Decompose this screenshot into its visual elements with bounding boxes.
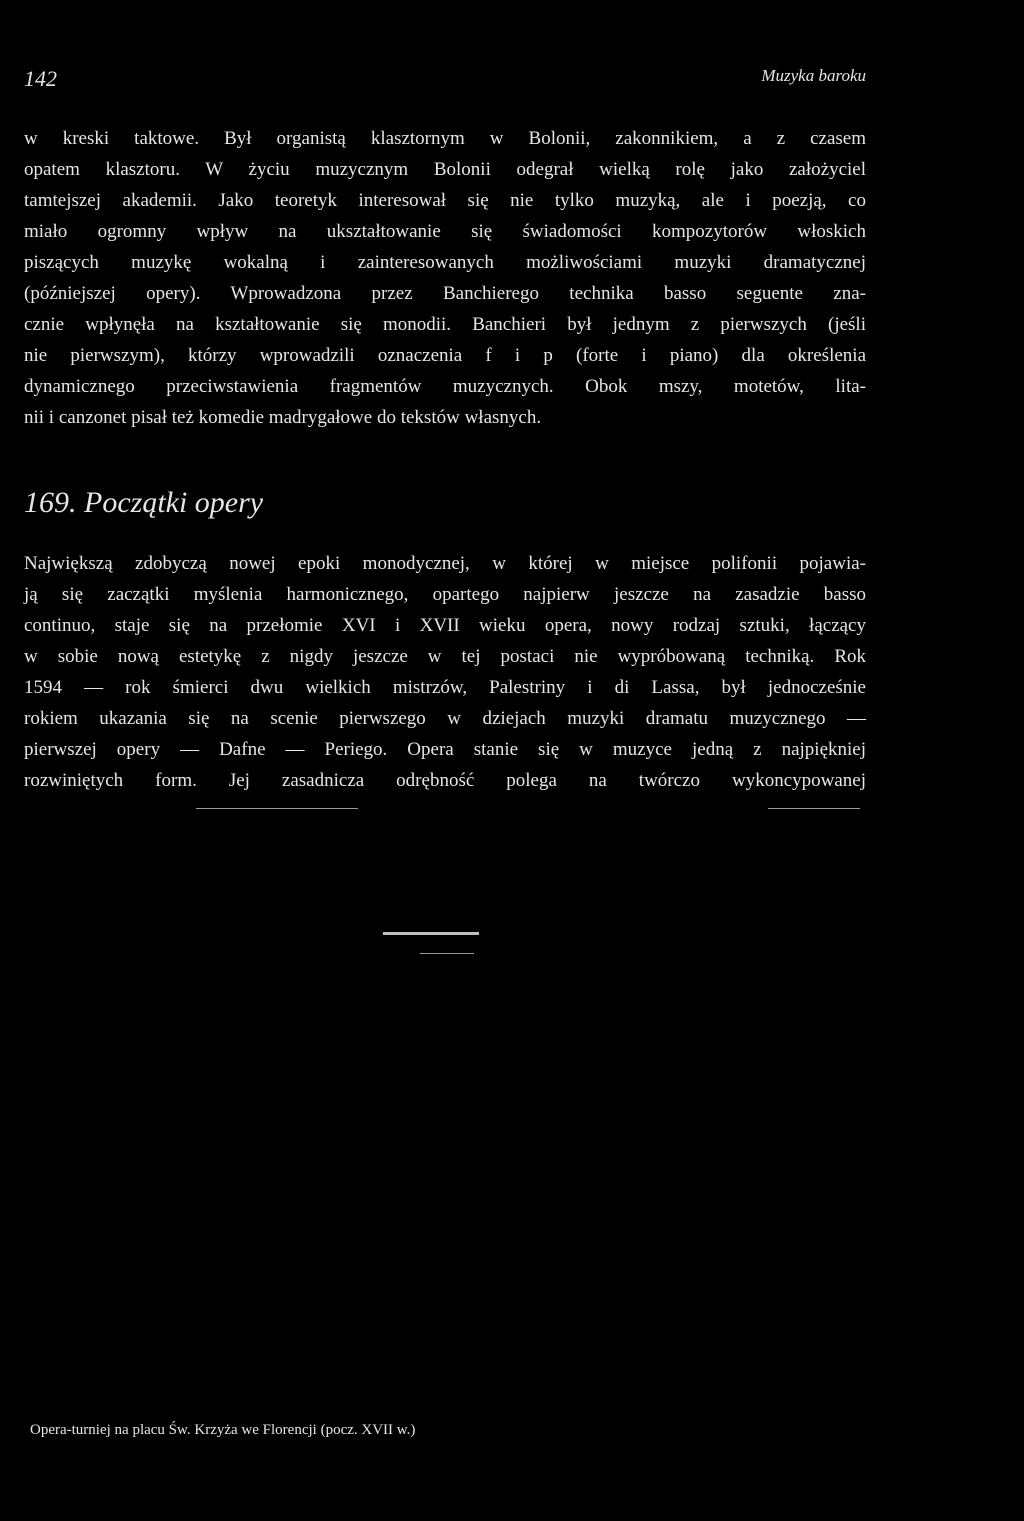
- text-line: opatem klasztoru. W życiu muzycznym Bolonii odegrał wielką rolę jako założyciel: [24, 159, 866, 180]
- text-line: nie pierwszym), którzy wprowadzili oznaczenia f i p (forte i piano) dla określenia: [24, 345, 866, 366]
- section-heading: 169. Początki opery: [24, 486, 264, 519]
- text-line: rokiem ukazania się na scenie pierwszego w dziejach muzyki dramatu muzycznego —: [24, 708, 866, 729]
- text-line: w kreski taktowe. Był organistą klasztornym w Bolonii, zakonnikiem, a z czasem: [24, 128, 866, 149]
- illustration-fragment-line: [420, 953, 474, 954]
- text-line: piszących muzykę wokalną i zainteresowanych możliwościami muzyki dramatycznej: [24, 252, 866, 273]
- text-line: nii i canzonet pisał też komedie madrygałowe do tekstów własnych.: [24, 407, 542, 428]
- intro-paragraph: [24, 123, 866, 433]
- text-line: dynamicznego przeciwstawienia fragmentów muzycznych. Obok mszy, motetów, lita-: [24, 376, 866, 397]
- illustration-top-rule-left: [196, 808, 358, 809]
- text-line: pierwszej opery — Dafne — Periego. Opera stanie się w muzyce jedną z najpiękniej: [24, 739, 866, 760]
- text-line: miało ogromny wpływ na ukształtowanie się świadomości kompozytorów włoskich: [24, 221, 866, 242]
- section-paragraph: [24, 548, 866, 796]
- text-line: ją się zaczątki myślenia harmonicznego, opartego najpierw jeszcze na zasadzie basso: [24, 584, 866, 605]
- page-header: [24, 66, 866, 98]
- text-line: Największą zdobyczą nowej epoki monodycznej, w której w miejsce polifonii pojawia-: [24, 553, 866, 574]
- illustration-fragment: [383, 932, 479, 935]
- text-line: cznie wpłynęła na kształtowanie się monodii. Banchieri był jednym z pierwszych (jeśli: [24, 314, 866, 335]
- text-line: 1594 — rok śmierci dwu wielkich mistrzów, Palestriny i di Lassa, był jednocześnie: [24, 677, 866, 698]
- text-line: continuo, staje się na przełomie XVI i XVII wieku opera, nowy rodzaj sztuki, łączący: [24, 615, 866, 636]
- text-line: (późniejszej opery). Wprowadzona przez Banchierego technika basso seguente zna-: [24, 283, 866, 304]
- text-line: w sobie nową estetykę z nigdy jeszcze w tej postaci nie wypróbowaną techniką. Rok: [24, 646, 866, 667]
- running-head: Muzyka baroku: [761, 66, 866, 85]
- text-line: rozwiniętych form. Jej zasadnicza odrębność polega na twórczo wykoncypowanej: [24, 770, 866, 791]
- illustration-top-rule-right: [768, 808, 860, 809]
- image-caption: Opera-turniej na placu Św. Krzyża we Florencji (pocz. XVII w.): [30, 1422, 416, 1438]
- page-number: 142: [24, 66, 57, 91]
- text-line: tamtejszej akademii. Jako teoretyk interesował się nie tylko muzyką, ale i poezją, co: [24, 190, 866, 211]
